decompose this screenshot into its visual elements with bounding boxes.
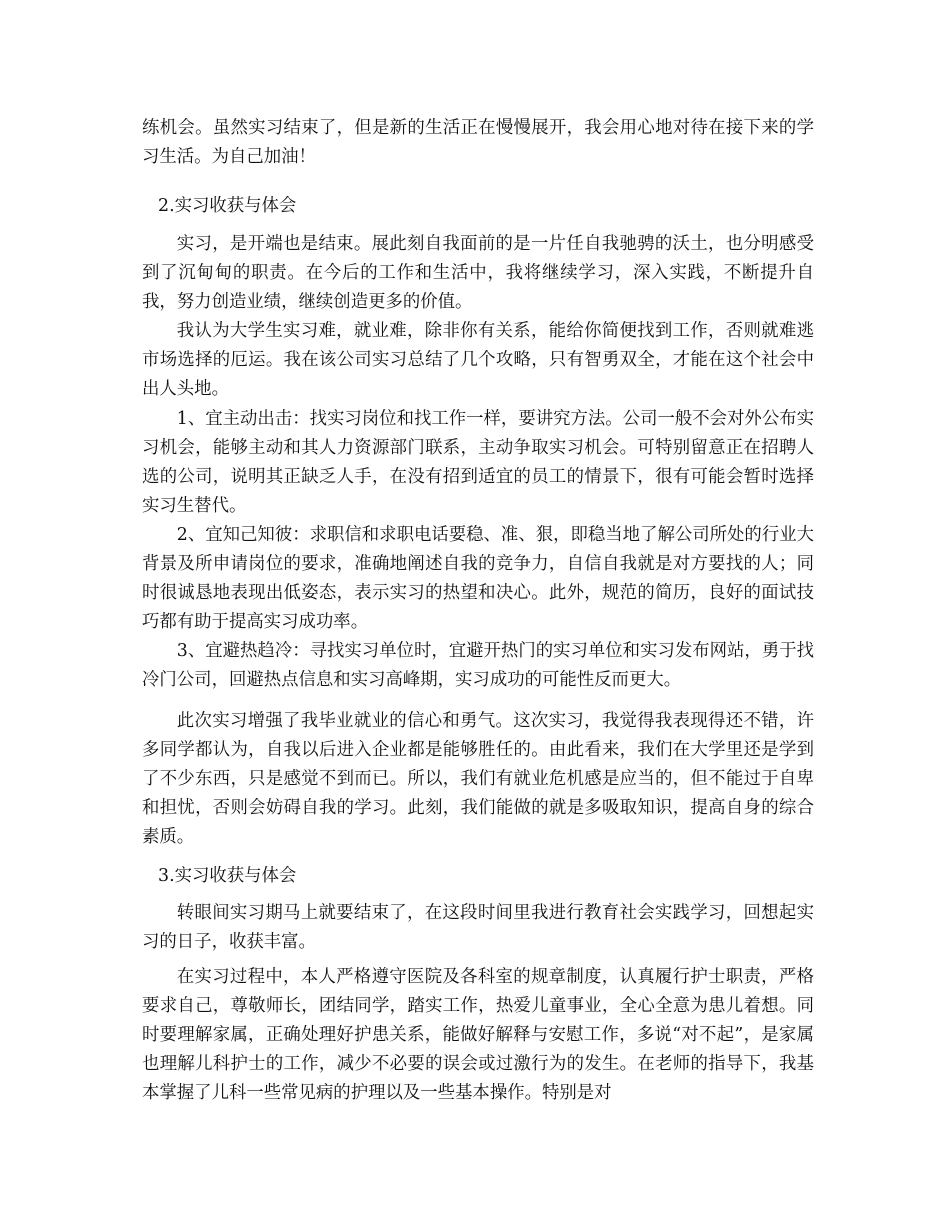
section-2-paragraph-1: 实习，是开端也是结束。展此刻自我面前的是一片任自我驰骋的沃土，也分明感受到了沉甸甸的职责。在今后的工作和生活中，我将继续学习，深入实践，不断提升自我，努力创造业绩，继续创造更多的价值。 bbox=[142, 234, 814, 312]
section-3-heading: 3.实习收获与体会 bbox=[158, 866, 297, 886]
intro-paragraph: 练机会。虽然实习结束了，但是新的生活正在慢慢展开，我会用心地对待在接下来的学习生活。为自己加油！ bbox=[142, 118, 814, 167]
section-3-paragraph-1: 转眼间实习期马上就要结束了，在这段时间里我进行教育社会实践学习，回想起实习的日子，收获丰富。 bbox=[142, 903, 814, 952]
section-3-paragraph-2: 在实习过程中，本人严格遵守医院及各科室的规章制度，认真履行护士职责，严格要求自己，尊敬师长，团结同学，踏实工作，热爱儿童事业，全心全意为患儿着想。同时要理解家属，正确处理好护患关系，能做好解释与安慰工作，多说“对不起”，是家属也理解儿科护士的工作，减少不必要的误会或过激行为的发生。在老师的指导下，我基本掌握了儿科一些常见病的护理以及一些基本操作。特别是对 bbox=[142, 967, 814, 1103]
section-2-paragraph-6: 此次实习增强了我毕业就业的信心和勇气。这次实习，我觉得我表现得还不错，许多同学都认为，自我以后进入企业都是能够胜任的。由此看来，我们在大学里还是学到了不少东西，只是感觉不到而已。所以，我们有就业危机感是应当的，但不能过于自卑和担忧，否则会妨碍自我的学习。此刻，我们能做的就是多吸取知识，提高自身的综合素质。 bbox=[142, 711, 814, 847]
section-2-paragraph-4: 2、宜知己知彼：求职信和求职电话要稳、准、狠，即稳当地了解公司所处的行业大背景及所申请岗位的要求，准确地阐述自我的竞争力，自信自我就是对方要找的人；同时很诚恳地表现出低姿态，表示实习的热望和决心。此外，规范的简历，良好的面试技巧都有助于提高实习成功率。 bbox=[142, 525, 814, 632]
section-2-paragraph-2: 我认为大学生实习难，就业难，除非你有关系，能给你简便找到工作，否则就难逃市场选择的厄运。我在该公司实习总结了几个攻略，只有智勇双全，才能在这个社会中出人头地。 bbox=[142, 321, 814, 399]
section-2-paragraph-5: 3、宜避热趋冷：寻找实习单位时，宜避开热门的实习单位和实习发布网站，勇于找冷门公司，回避热点信息和实习高峰期，实习成功的可能性反而更大。 bbox=[142, 641, 814, 690]
section-2-heading: 2.实习收获与体会 bbox=[158, 196, 297, 216]
section-2-paragraph-3: 1、宜主动出击：找实习岗位和找工作一样，要讲究方法。公司一般不会对外公布实习机会，能够主动和其人力资源部门联系，主动争取实习机会。可特别留意正在招聘人选的公司，说明其正缺乏人手，在没有招到适宜的员工的情景下，很有可能会暂时选择实习生替代。 bbox=[142, 409, 814, 516]
